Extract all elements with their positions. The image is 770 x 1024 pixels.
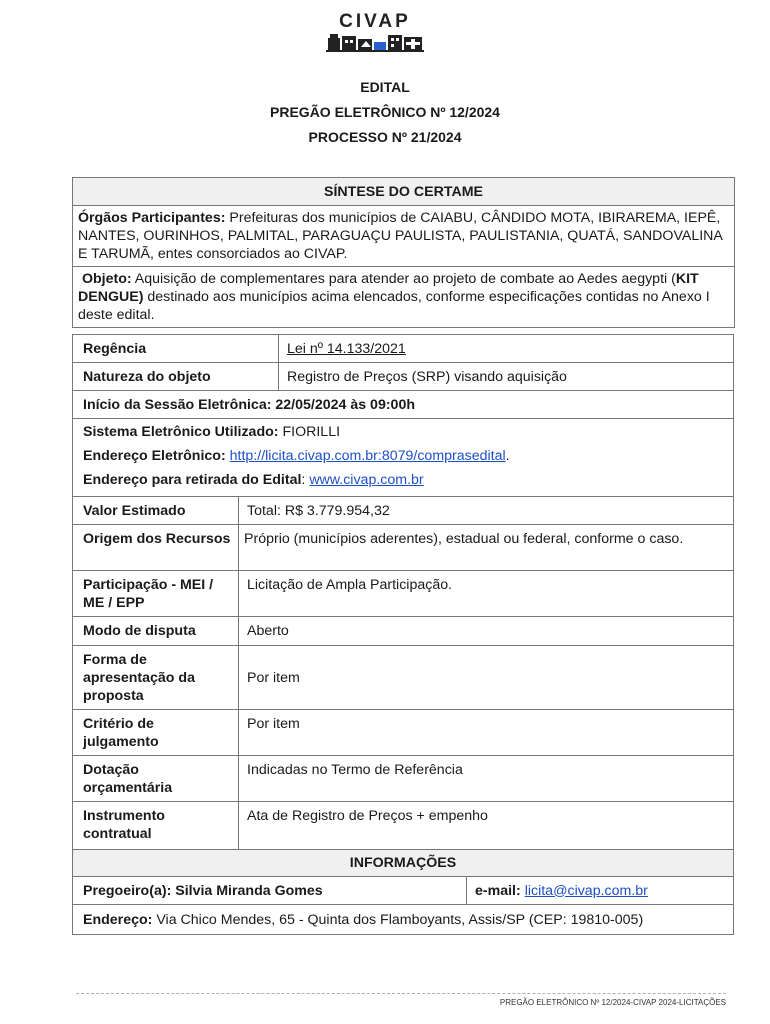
natureza-label: Natureza do objeto [83, 368, 211, 385]
endereco-retirada-link[interactable]: www.civap.com.br [309, 472, 424, 488]
row-sistema [72, 419, 734, 497]
regencia-value-cell [281, 335, 721, 362]
dotacao-value: Indicadas no Termo de Referência [247, 762, 463, 778]
endereco-eletronico-label: Endereço Eletrônico: [83, 448, 226, 464]
row-valor [72, 497, 734, 525]
civap-logo [325, 13, 425, 51]
instrumento-label: Instrumento contratual [83, 808, 165, 842]
sistema-value: FIORILLI [282, 424, 341, 440]
row-modo [72, 617, 734, 646]
civap-town-logo-icon [326, 32, 424, 52]
synthesis-table [72, 177, 735, 328]
origem-value: Próprio (municípios aderentes), estadual ou federal, conforme o caso. [244, 531, 684, 547]
participacao-value: Licitação de Ampla Participação. [247, 577, 453, 593]
criterio-label: Critério de julgamento [83, 716, 159, 750]
email-link[interactable]: licita@civap.com.br [524, 882, 648, 899]
endereco-eletronico-link[interactable]: http://licita.civap.com.br:8079/comprasedital [229, 448, 506, 464]
endereco-retirada-sep: : [301, 472, 306, 488]
pregoeiro: Pregoeiro(a): Silvia Miranda Gomes [83, 882, 323, 899]
row-participacao [72, 571, 734, 617]
regencia-value[interactable]: Lei nº 14.133/2021 [287, 340, 406, 357]
orgaos-participantes [73, 206, 735, 267]
endereco-label: Endereço: [83, 911, 153, 928]
forma-value: Por item [247, 669, 300, 686]
footer-divider [76, 993, 726, 994]
instrumento-value: Ata de Registro de Preços + empenho [247, 808, 488, 824]
processo-number: PROCESSO Nº 21/2024 [308, 129, 462, 145]
modo-label: Modo de disputa [83, 623, 196, 639]
endereco-cell [77, 905, 731, 934]
footer-text: PREGÃO ELETRÔNICO Nº 12/2024-CIVAP 2024-LICITAÇÕES [499, 998, 726, 1007]
objeto-text-2: destinado aos municípios acima elencados, conforme especificações contidas no Anexo I deste edital. [78, 289, 710, 323]
row-endereco [72, 905, 734, 935]
row-inicio [72, 391, 734, 419]
endereco-value: Via Chico Mendes, 65 - Quinta dos Flamboyants, Assis/SP (CEP: 19810-005) [156, 911, 644, 928]
participacao-label: Participação - MEI / ME / EPP [83, 577, 214, 611]
objeto-label: Objeto: [81, 271, 132, 287]
dotacao-label: Dotação orçamentária [83, 762, 173, 796]
row-natureza [72, 363, 734, 391]
natureza-value: Registro de Preços (SRP) visando aquisição [287, 368, 567, 385]
endereco-eletronico-suffix: . [505, 448, 510, 464]
valor-label: Valor Estimado [83, 502, 186, 519]
row-pregoeiro [72, 877, 734, 905]
objeto [73, 267, 735, 328]
forma-label: Forma de apresentação da proposta [83, 652, 195, 704]
row-dotacao [72, 756, 734, 802]
email-label: e-mail: [475, 882, 521, 899]
modo-value: Aberto [247, 623, 289, 639]
row-info-title [72, 850, 734, 877]
row-forma [72, 646, 734, 710]
criterio-value: Por item [247, 716, 300, 732]
orgaos-label: Órgãos Participantes: [78, 210, 226, 226]
row-criterio [72, 710, 734, 756]
inicio-sessao: Início da Sessão Eletrônica: 22/05/2024 às 09:00h [83, 396, 416, 413]
row-regencia [72, 334, 734, 363]
row-origem [72, 525, 734, 571]
objeto-text-1: Aquisição de complementares para atender ao projeto de combate ao Aedes aegypti ( [134, 271, 676, 287]
synthesis-title: SÍNTESE DO CERTAME [73, 178, 735, 206]
email-cell [469, 877, 733, 904]
sistema-label: Sistema Eletrônico Utilizado: [83, 424, 279, 440]
row-instrumento [72, 802, 734, 850]
objeto-kit: KIT DENGUE) [78, 271, 699, 305]
info-title: INFORMAÇÕES [349, 855, 457, 871]
pregao-number: PREGÃO ELETRÔNICO Nº 12/2024 [270, 104, 500, 120]
origem-label: Origem dos Recursos [83, 531, 231, 547]
regencia-label-cell: Regência [83, 340, 147, 357]
orgaos-text: Prefeituras dos municípios de CAIABU, CÂNDIDO MOTA, IBIRAREMA, IEPÊ, NANTES, OURINHOS, PALMITAL, PARAGUAÇU PAULISTA, PAULISTANIA, QUATÁ, SANDOVALINA E TARUMÃ, entes consorciados ao CIVAP. [78, 210, 723, 262]
endereco-retirada-label: Endereço para retirada do Edital [83, 472, 302, 488]
document-type: EDITAL [360, 79, 410, 95]
valor-value: Total: R$ 3.779.954,32 [247, 502, 390, 519]
logo-text: CIVAP [339, 11, 411, 32]
